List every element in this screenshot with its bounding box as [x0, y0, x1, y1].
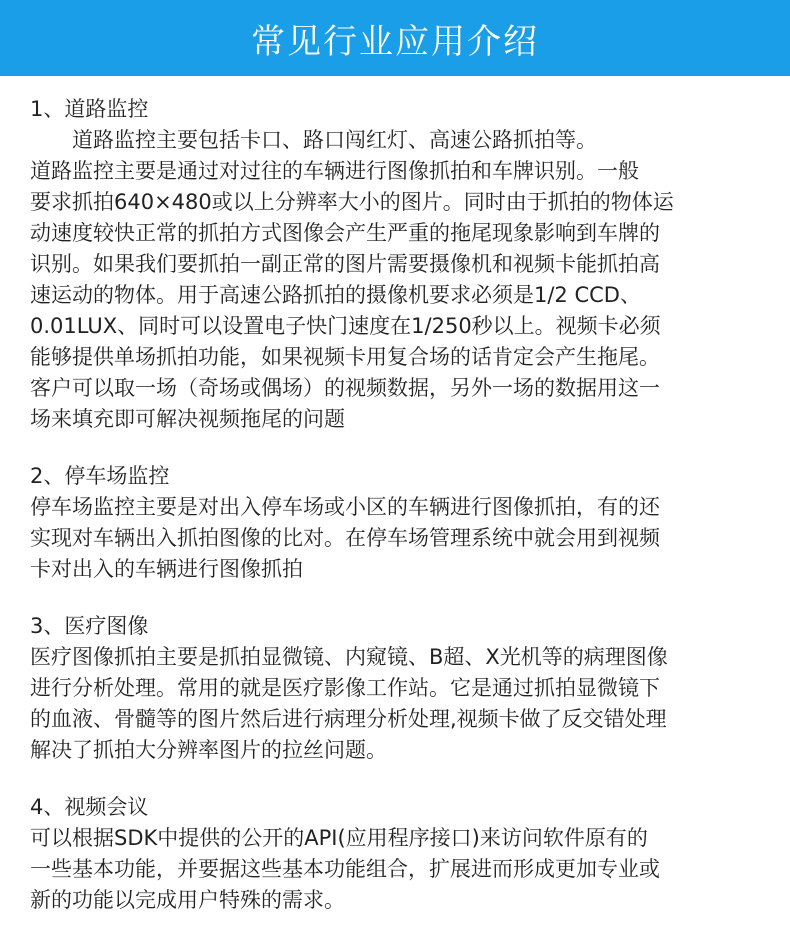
paragraph-line: 0.01LUX、同时可以设置电子快门速度在1/250秒以上。视频卡必须 — [30, 314, 661, 338]
page-title: 常见行业应用介绍 — [251, 21, 539, 62]
section-heading: 4、视频会议 — [30, 795, 149, 819]
section-heading: 1、道路监控 — [30, 97, 149, 121]
paragraph-line: 道路监控主要是通过对过往的车辆进行图像抓拍和车牌识别。一般 — [30, 159, 639, 183]
paragraph-line: 可以根据SDK中提供的公开的API(应用程序接口)来访问软件原有的 — [30, 826, 648, 850]
paragraph-line: 医疗图像抓拍主要是抓拍显微镜、内窥镜、B超、X光机等的病理图像 — [30, 645, 668, 669]
section-road-monitoring — [30, 94, 760, 435]
paragraph-line: 客户可以取一场（奇场或偶场）的视频数据，另外一场的数据用这一 — [30, 376, 660, 400]
paragraph-line: 的血液、骨髓等的图片然后进行病理分析处理,视频卡做了反交错处理 — [30, 707, 667, 731]
section-heading: 2、停车场监控 — [30, 464, 170, 488]
paragraph-line: 实现对车辆出入抓拍图像的比对。在停车场管理系统中就会用到视频 — [30, 526, 660, 550]
paragraph-line: 停车场监控主要是对出入停车场或小区的车辆进行图像抓拍，有的还 — [30, 495, 660, 519]
section-video-conference — [30, 792, 760, 916]
section-heading: 3、医疗图像 — [30, 614, 149, 638]
paragraph-line: 能够提供单场抓拍功能，如果视频卡用复合场的话肯定会产生拖尾。 — [30, 345, 660, 369]
paragraph-line: 识别。如果我们要抓拍一副正常的图片需要摄像机和视频卡能抓拍高 — [30, 252, 660, 276]
paragraph-line: 场来填充即可解决视频拖尾的问题 — [30, 407, 345, 431]
paragraph-line: 进行分析处理。常用的就是医疗影像工作站。它是通过抓拍显微镜下 — [30, 676, 660, 700]
paragraph-line: 卡对出入的车辆进行图像抓拍 — [30, 557, 303, 581]
paragraph-line: 要求抓拍640×480或以上分辨率大小的图片。同时由于抓拍的物体运 — [30, 190, 674, 214]
paragraph-line: 速运动的物体。用于高速公路抓拍的摄像机要求必须是1/2 CCD、 — [30, 283, 641, 307]
page-header — [0, 0, 790, 76]
paragraph-line: 动速度较快正常的抓拍方式图像会产生严重的拖尾现象影响到车牌的 — [30, 221, 660, 245]
section-medical-imaging — [30, 611, 760, 766]
article-body — [0, 76, 790, 916]
section-parking-monitoring — [30, 461, 760, 585]
paragraph-line: 新的功能以完成用户特殊的需求。 — [30, 888, 345, 912]
paragraph-line: 道路监控主要包括卡口、路口闯红灯、高速公路抓拍等。 — [72, 128, 597, 152]
paragraph-line: 解决了抓拍大分辨率图片的拉丝问题。 — [30, 738, 387, 762]
paragraph-line: 一些基本功能，并要据这些基本功能组合，扩展进而形成更加专业或 — [30, 857, 660, 881]
